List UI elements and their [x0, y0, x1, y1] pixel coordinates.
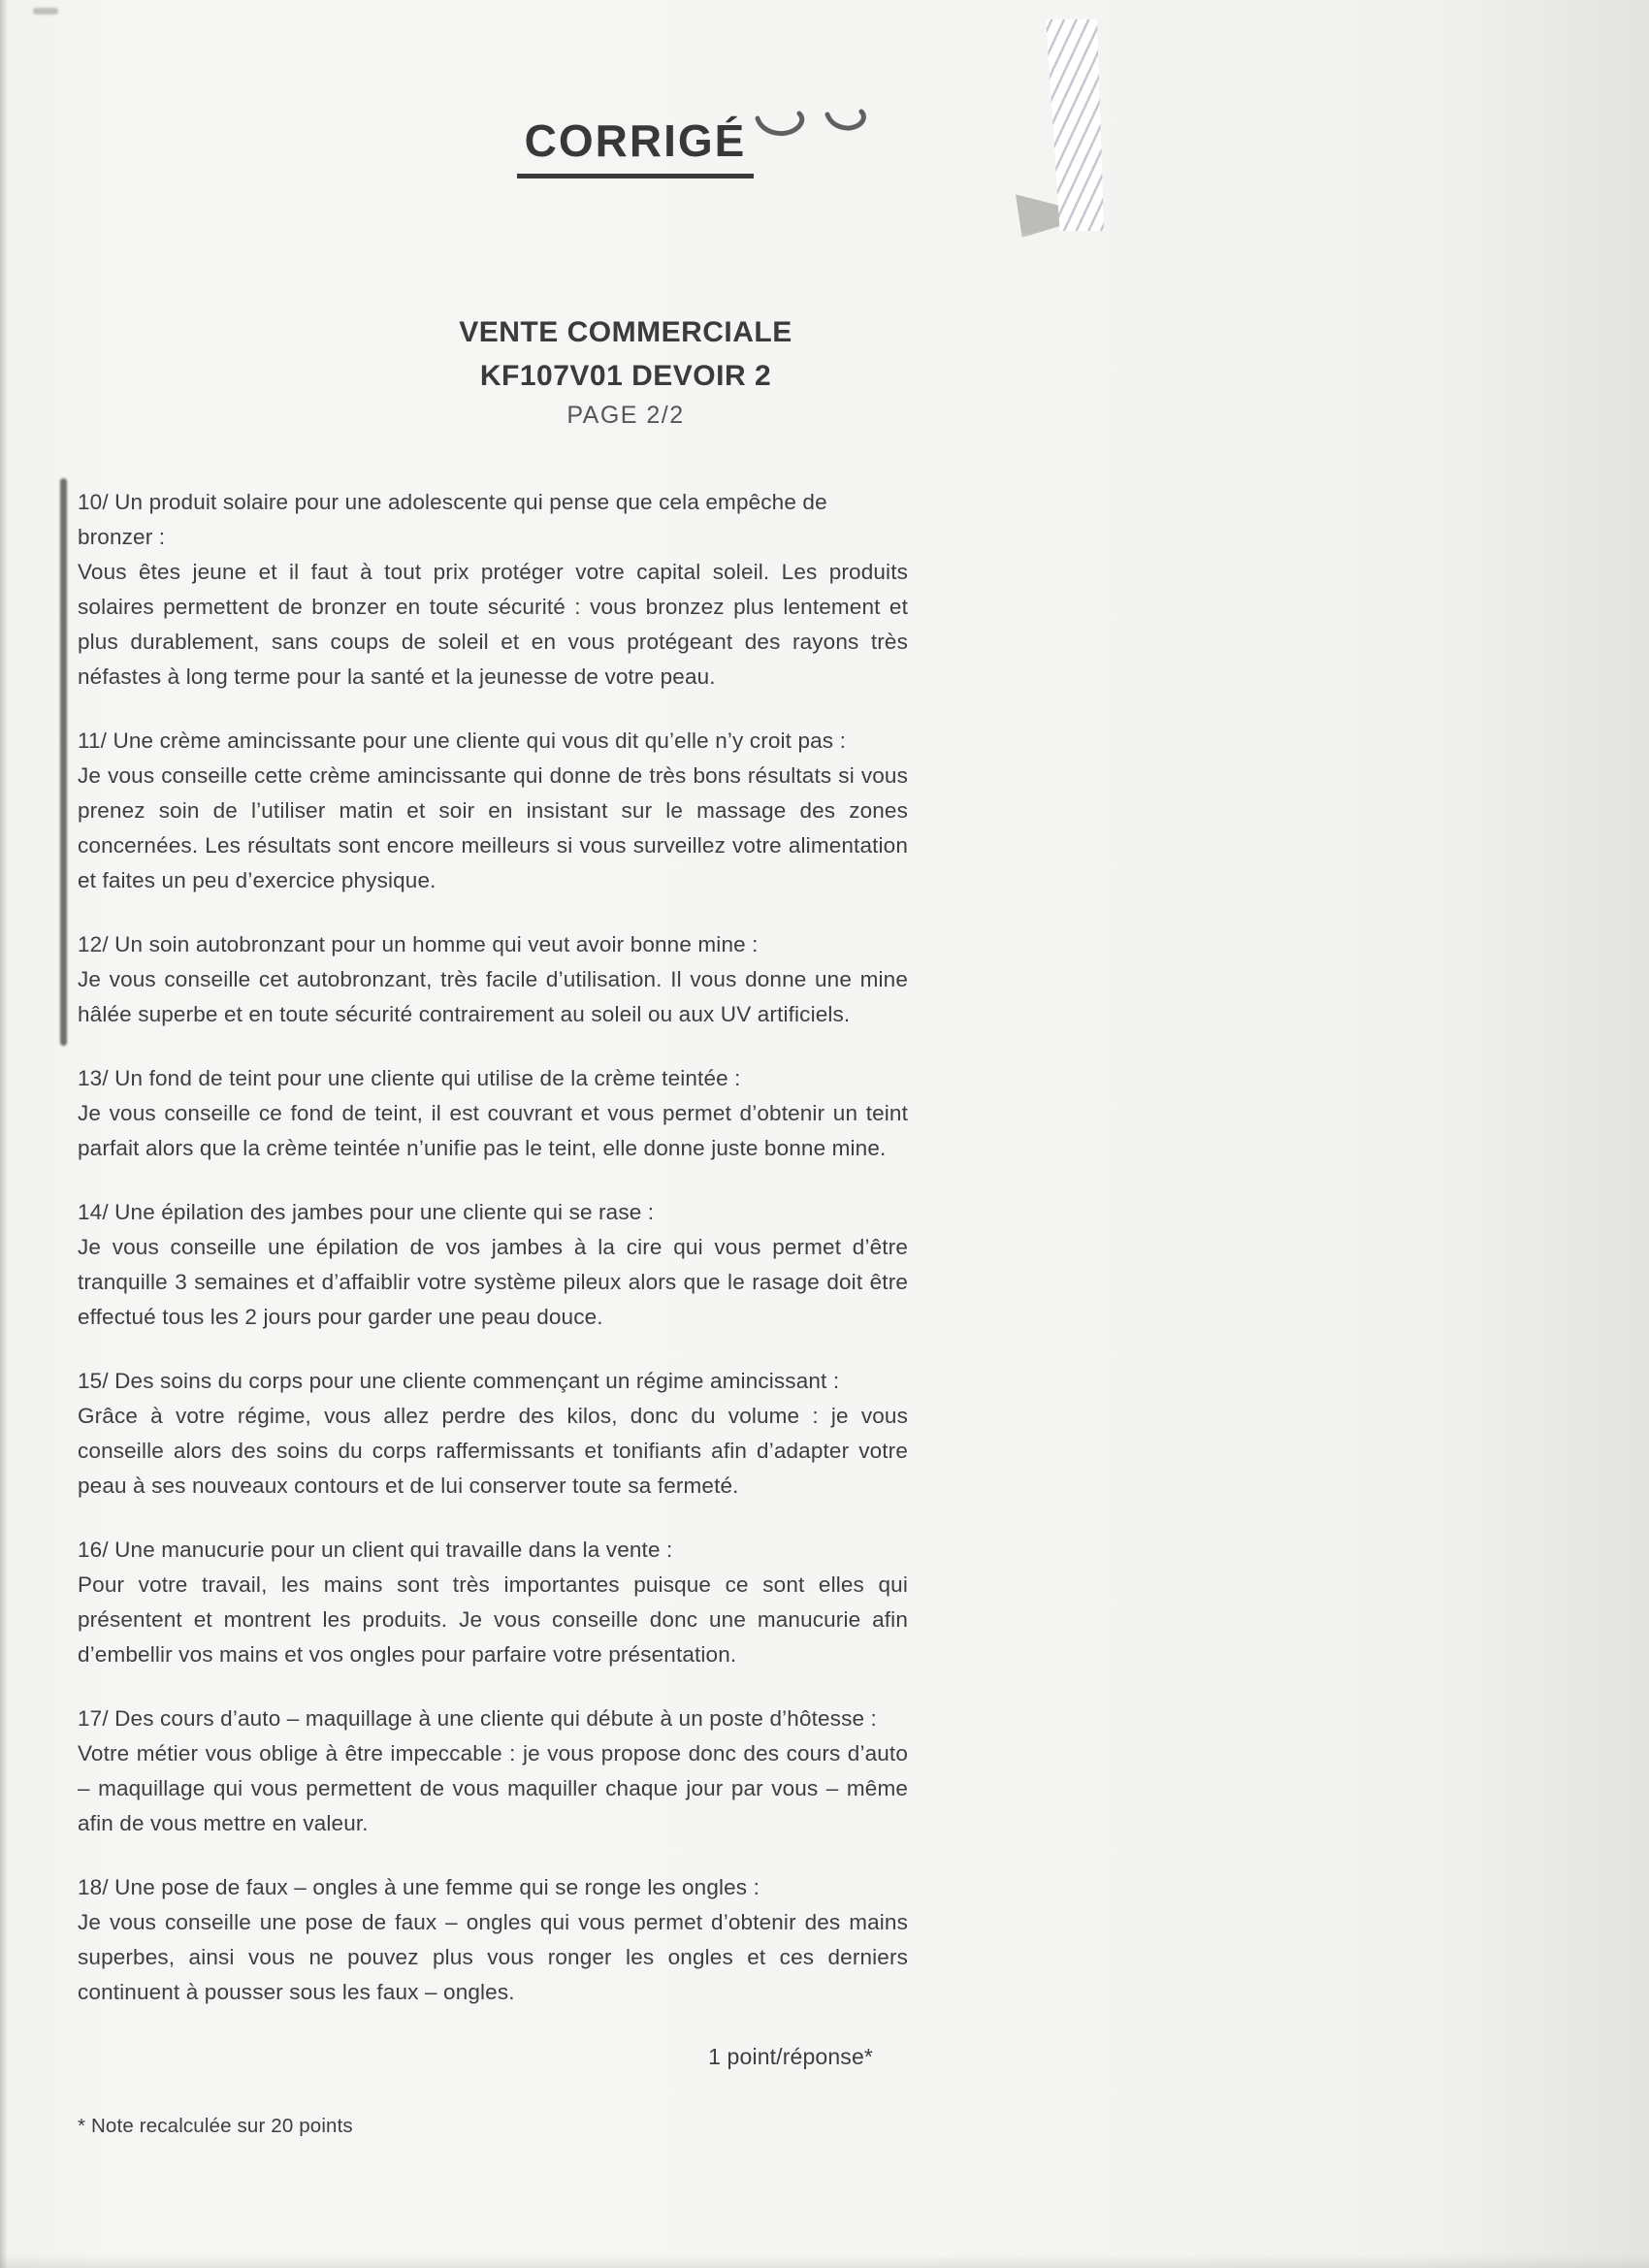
subtitle-reference: KF107V01 DEVOIR 2 [479, 360, 772, 392]
answers-content [78, 485, 908, 2144]
question-heading: 14/ Une épilation des jambes pour une cliente qui se rase : [78, 1200, 655, 1224]
subtitle-page-number: PAGE 2/2 [566, 402, 685, 429]
question-heading: 16/ Une manucurie pour un client qui travaille dans la vente : [78, 1538, 673, 1562]
points-note: 1 point/réponse* [708, 2044, 873, 2069]
footnote: * Note recalculée sur 20 points [78, 2115, 353, 2137]
question-block [78, 724, 908, 898]
question-heading: 12/ Un soin autobronzant pour un homme qui veut avoir bonne mine : [78, 932, 759, 956]
question-answer: Je vous conseille une épilation de vos jambes à la cire qui vous permet d’être tranquille 3 semaines et d’affaiblir votre système pileux alors que le rasage doit être effectué tous les 2 jours pour garder une peau douce. [78, 1235, 908, 1329]
question-heading: 13/ Un fond de teint pour une cliente qui utilise de la crème teintée : [78, 1066, 741, 1090]
question-heading: 11/ Une crème amincissante pour une cliente qui vous dit qu’elle n’y croit pas : [78, 729, 846, 753]
question-block [78, 1061, 908, 1166]
page-title: CORRIGÉ [517, 114, 755, 178]
question-block [78, 1533, 908, 1672]
question-answer: Grâce à votre régime, vous allez perdre des kilos, donc du volume : je vous conseille alors des soins du corps raffermissants et tonifiants afin d’adapter votre peau à ses nouveaux contours et de lui conserver toute sa fermeté. [78, 1404, 908, 1498]
scan-speck [33, 8, 58, 15]
document-subhead [335, 310, 917, 433]
question-block [78, 1364, 908, 1504]
question-answer: Vous êtes jeune et il faut à tout prix protéger votre capital soleil. Les produits solaires permettent de bronzer en toute sécurité : vous bronzez plus lentement et plus durablement, sans coups de soleil et en vous protégeant des rayons très néfastes à long terme pour la santé et la jeunesse de votre peau. [78, 560, 908, 689]
question-block [78, 1870, 908, 2010]
questions-list [78, 485, 908, 2010]
question-heading: 18/ Une pose de faux – ongles à une femme qui se ronge les ongles : [78, 1875, 760, 1899]
question-heading: 10/ Un produit solaire pour une adolescente qui pense que cela empêche de bronzer : [78, 490, 827, 549]
scan-fold-shadow-bar [60, 478, 67, 1046]
question-block [78, 927, 908, 1032]
subtitle-course: VENTE COMMERCIALE [459, 316, 792, 348]
question-block [78, 485, 908, 695]
question-answer: Je vous conseille cet autobronzant, très facile d’utilisation. Il vous donne une mine hâlée superbe et en toute sécurité contrairement au soleil ou aux UV artificiels. [78, 967, 908, 1026]
question-answer: Je vous conseille une pose de faux – ongles qui vous permet d’obtenir des mains superbes, ainsi vous ne pouvez plus vous ronger les ongles et ces derniers continuent à pousser sous les faux – ongles. [78, 1910, 908, 2004]
scan-shade-right [1426, 0, 1649, 2268]
question-answer: Je vous conseille cette crème amincissante qui donne de très bons résultats si vous prenez soin de l’utiliser matin et soir en insistant sur le massage des zones concernées. Les résultats sont encore meilleurs si vous surveillez votre alimentation et faites un peu d’exercice physique. [78, 763, 908, 892]
question-answer: Votre métier vous oblige à être impeccable : je vous propose donc des cours d’auto – maquillage qui vous permettent de vous maquiller chaque jour par vous – même afin de vous mettre en valeur. [78, 1741, 908, 1835]
question-heading: 17/ Des cours d’auto – maquillage à une cliente qui débute à un poste d’hôtesse : [78, 1706, 877, 1731]
scan-edge-shadow-left [0, 0, 8, 2268]
question-heading: 15/ Des soins du corps pour une cliente commençant un régime amincissant : [78, 1369, 840, 1393]
question-block [78, 1195, 908, 1335]
scan-edge-shadow-bottom [0, 2254, 1649, 2268]
question-block [78, 1701, 908, 1841]
question-answer: Pour votre travail, les mains sont très importantes puisque ce sont elles qui présentent et montrent les produits. Je vous conseille donc une manucurie afin d’embellir vos mains et vos ongles pour parfaire votre présentation. [78, 1572, 908, 1667]
question-answer: Je vous conseille ce fond de teint, il est couvrant et vous permet d’obtenir un teint parfait alors que la crème teintée n’unifie pas le teint, elle donne juste bonne mine. [78, 1101, 908, 1160]
